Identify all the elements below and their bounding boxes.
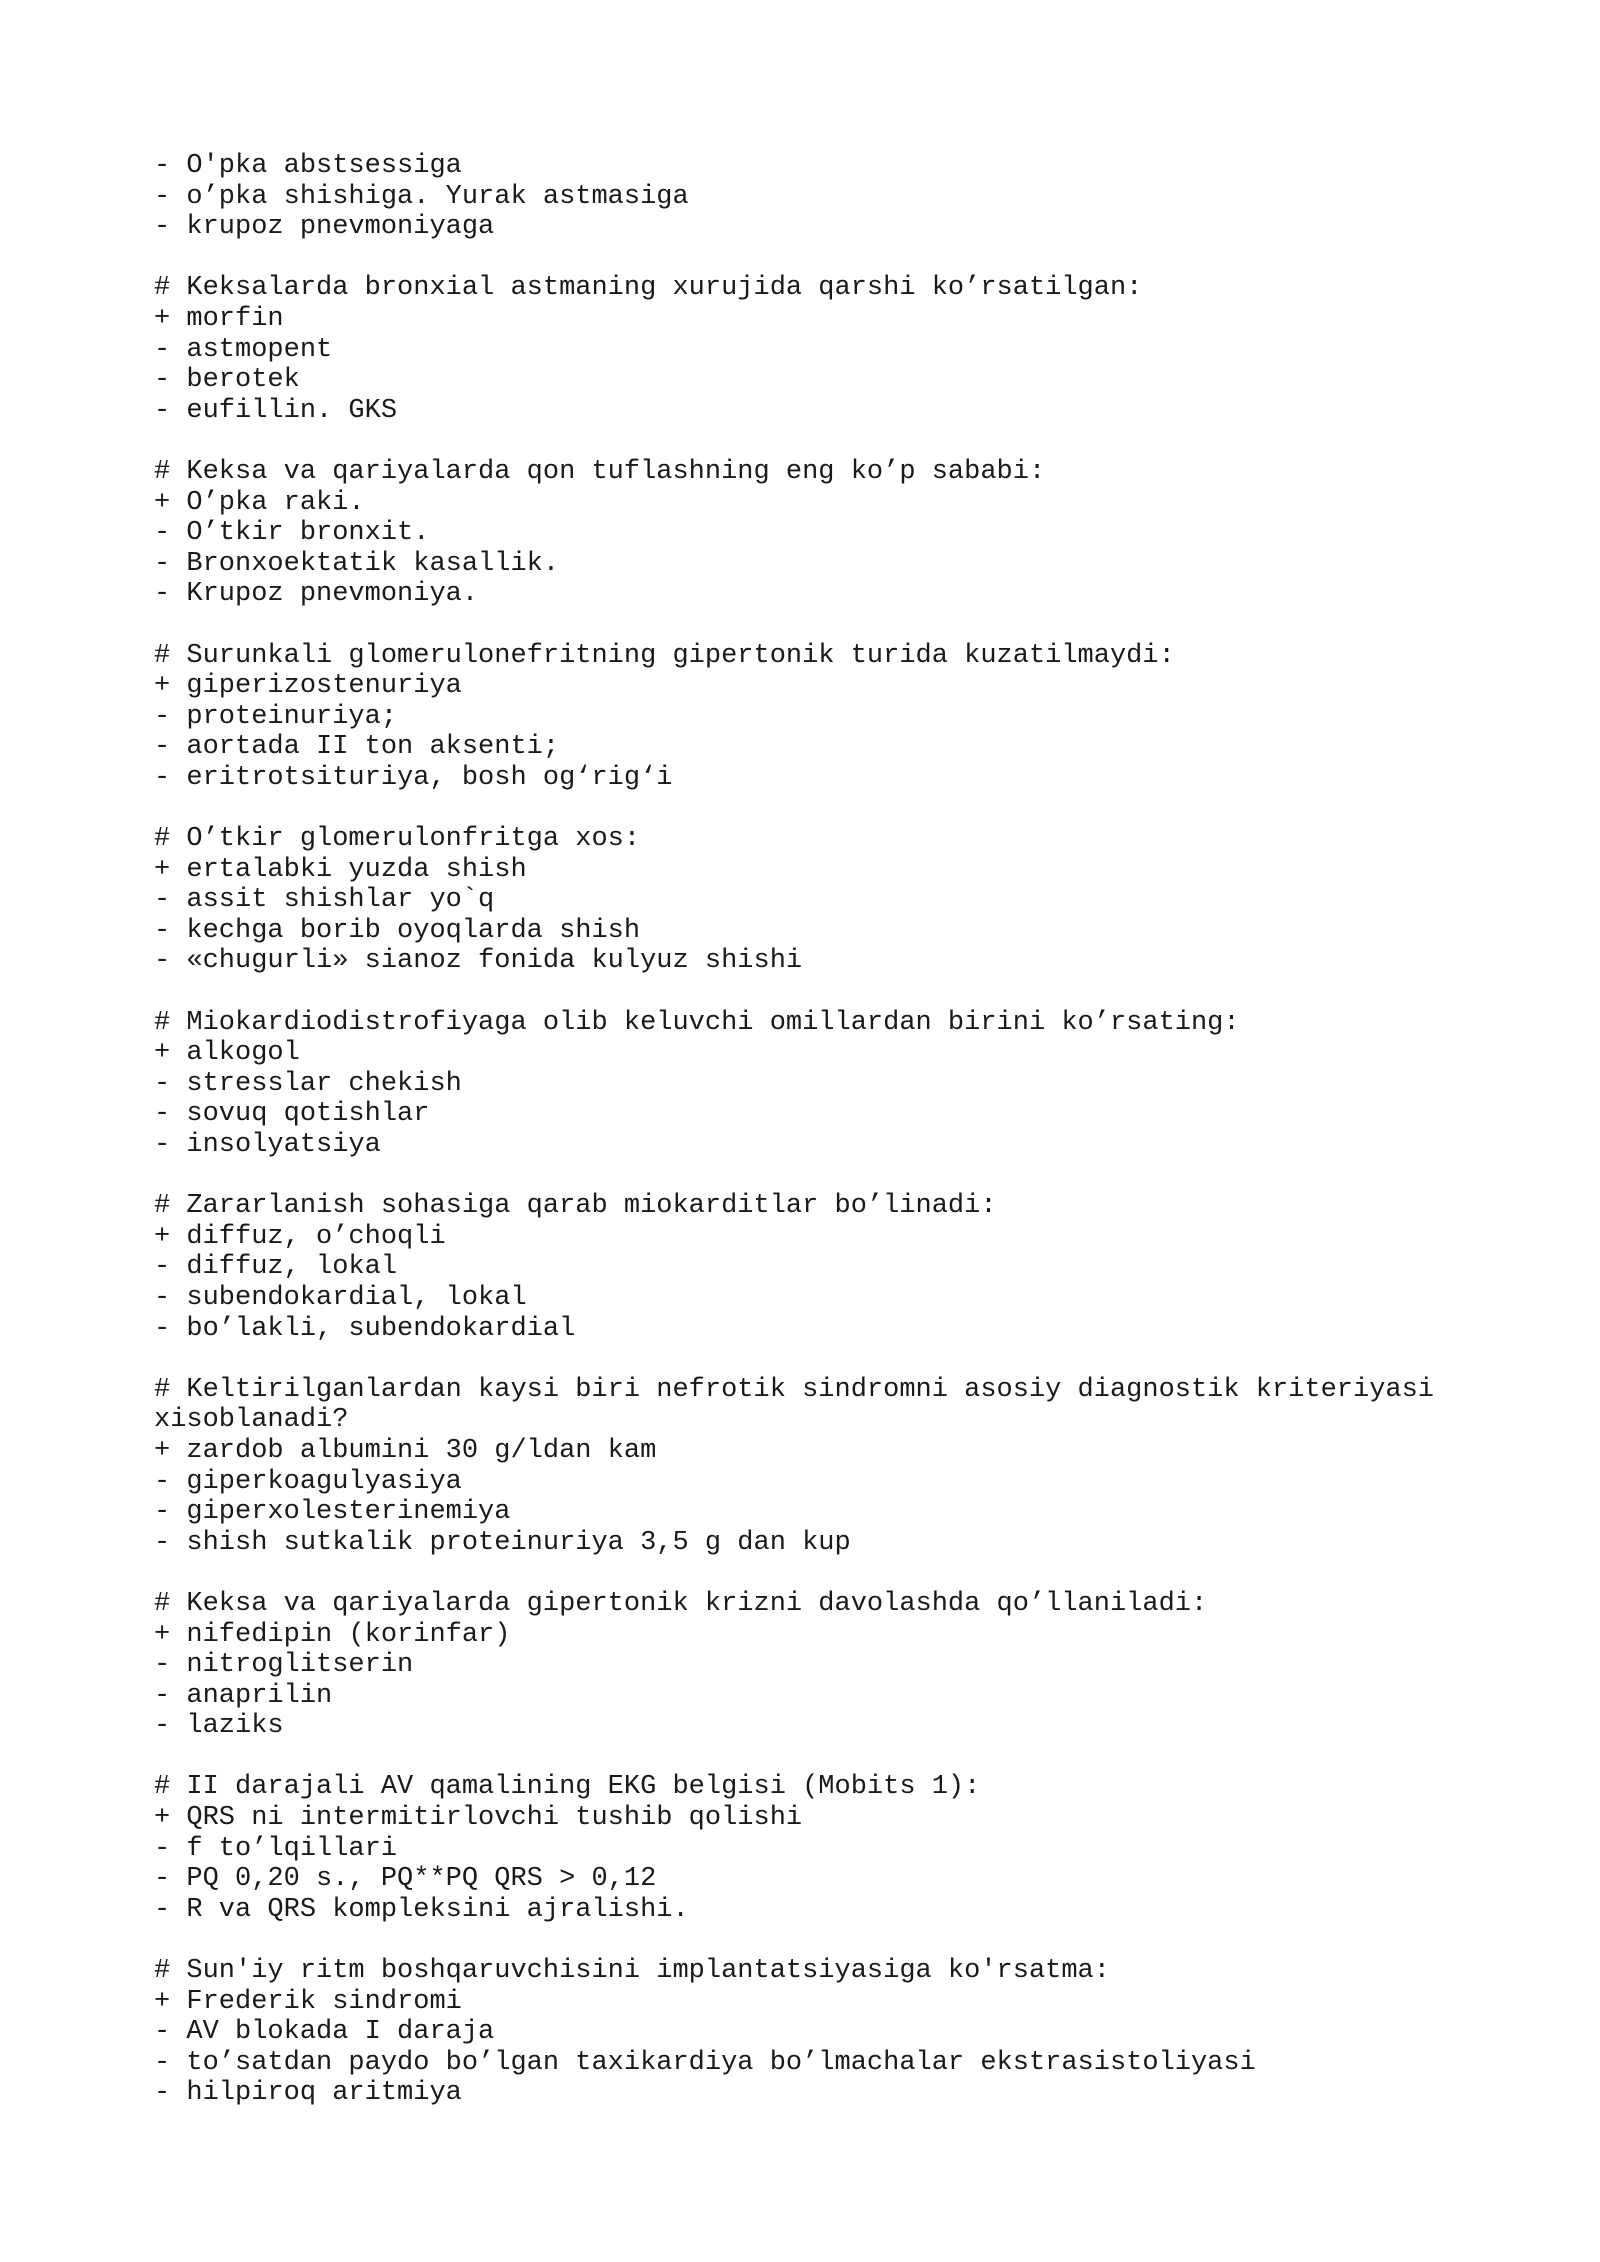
answer-option-line: - giperxolesterinemiya [154, 1497, 511, 1528]
correct-answer-line: + giperizostenuriya [154, 671, 462, 702]
question-line: # Keltirilganlardan kaysi biri nefrotik sindromni asosiy diagnostik kriteriyasi [154, 1374, 1435, 1405]
answer-option-line: - hilpiroq aritmiya [154, 2078, 462, 2109]
answer-option-line: - O'pka abstsessiga [154, 151, 462, 181]
answer-option-line: - to’satdan paydo bo’lgan taxikardiya bo’lmachalar ekstrasistoliyasi [154, 2047, 1256, 2078]
answer-option-line: - «chugurli» sianoz fonida kulyuz shishi [154, 946, 803, 977]
answer-option-line: - PQ 0,20 s., PQ**PQ QRS > 0,12 [154, 1864, 657, 1895]
correct-answer-line: + QRS ni intermitirlovchi tushib qolishi [154, 1803, 803, 1834]
blank-line [154, 1558, 1540, 1589]
answer-option-line: - shish sutkalik proteinuriya 3,5 g dan kup [154, 1527, 851, 1558]
question-line: # Keksa va qariyalarda gipertonik krizni davolashda qo’llaniladi: [154, 1588, 1208, 1619]
answer-option-line: - laziks [154, 1711, 284, 1742]
answer-option-line: - giperkoagulyasiya [154, 1466, 462, 1497]
correct-answer-line: + O’pka raki. [154, 487, 365, 518]
question-line: # Keksa va qariyalarda qon tuflashning eng ko’p sababi: [154, 456, 1046, 487]
answer-option-line: - O’tkir bronxit. [154, 518, 430, 549]
question-line: # Miokardiodistrofiyaga olib keluvchi omillardan birini ko’rsating: [154, 1007, 1240, 1038]
answer-option-line: - krupoz pnevmoniyaga [154, 212, 495, 243]
correct-answer-line: + alkogol [154, 1038, 300, 1069]
blank-line [154, 1161, 1540, 1192]
answer-option-line: - bo’lakli, subendokardial [154, 1313, 576, 1344]
blank-line [154, 426, 1540, 457]
blank-line [154, 1925, 1540, 1956]
answer-option-line: - Krupoz pnevmoniya. [154, 579, 479, 610]
answer-option-line: - f to’lqillari [154, 1833, 398, 1864]
blank-line [154, 610, 1540, 641]
answer-option-line: - diffuz, lokal [154, 1252, 398, 1283]
answer-option-line: - anaprilin [154, 1680, 333, 1711]
answer-option-line: - R va QRS kompleksini ajralishi. [154, 1894, 689, 1925]
answer-option-line: - assit shishlar yo`q [154, 885, 495, 916]
answer-option-line: - insolyatsiya [154, 1130, 381, 1160]
answer-option-line: - sovuq qotishlar [154, 1099, 430, 1130]
answer-option-line: - berotek [154, 365, 300, 396]
correct-answer-line: + nifedipin (korinfar) [154, 1619, 511, 1650]
question-line: # Zararlanish sohasiga qarab miokarditlar bo’linadi: [154, 1191, 997, 1222]
question-line: # Surunkali glomerulonefritning gipertonik turida kuzatilmaydi: [154, 640, 1175, 671]
question-line: # Keksalarda bronxial astmaning xurujida qarshi ko’rsatilgan: [154, 273, 1143, 304]
answer-option-line: - kechga borib oyoqlarda shish [154, 915, 641, 946]
correct-answer-line: + ertalabki yuzda shish [154, 854, 527, 885]
answer-option-line: - Bronxoektatik kasallik. [154, 548, 560, 579]
answer-option-line: - o’pka shishiga. Yurak astmasiga [154, 181, 689, 212]
question-line: # Sun'iy ritm boshqaruvchisini implantatsiyasiga ko'rsatma: [154, 1956, 1110, 1987]
answer-option-line: - aortada II ton aksenti; [154, 732, 560, 763]
answer-option-line: - proteinuriya; [154, 701, 398, 732]
answer-option-line: - AV blokada I daraja [154, 2017, 495, 2048]
blank-line [154, 243, 1540, 274]
blank-line [154, 977, 1540, 1008]
text-line: xisoblanadi? [154, 1405, 349, 1436]
answer-option-line: - astmopent [154, 334, 333, 365]
answer-option-line: - eritrotsituriya, bosh og‘rig‘i [154, 762, 673, 793]
correct-answer-line: + zardob albumini 30 g/ldan kam [154, 1435, 657, 1466]
correct-answer-line: + diffuz, o’choqli [154, 1221, 446, 1252]
correct-answer-line: + Frederik sindromi [154, 1986, 462, 2017]
question-line: # II darajali AV qamalining EKG belgisi (Mobits 1): [154, 1772, 981, 1803]
blank-line [154, 1344, 1540, 1375]
answer-option-line: - subendokardial, lokal [154, 1282, 527, 1313]
question-line: # O’tkir glomerulonfritga xos: [154, 824, 641, 855]
blank-line [154, 1742, 1540, 1773]
answer-option-line: - eufillin. GKS [154, 395, 398, 426]
answer-option-line: - stresslar chekish [154, 1068, 462, 1099]
answer-option-line: - nitroglitserin [154, 1650, 414, 1681]
correct-answer-line: + morfin [154, 303, 284, 334]
blank-line [154, 793, 1540, 824]
